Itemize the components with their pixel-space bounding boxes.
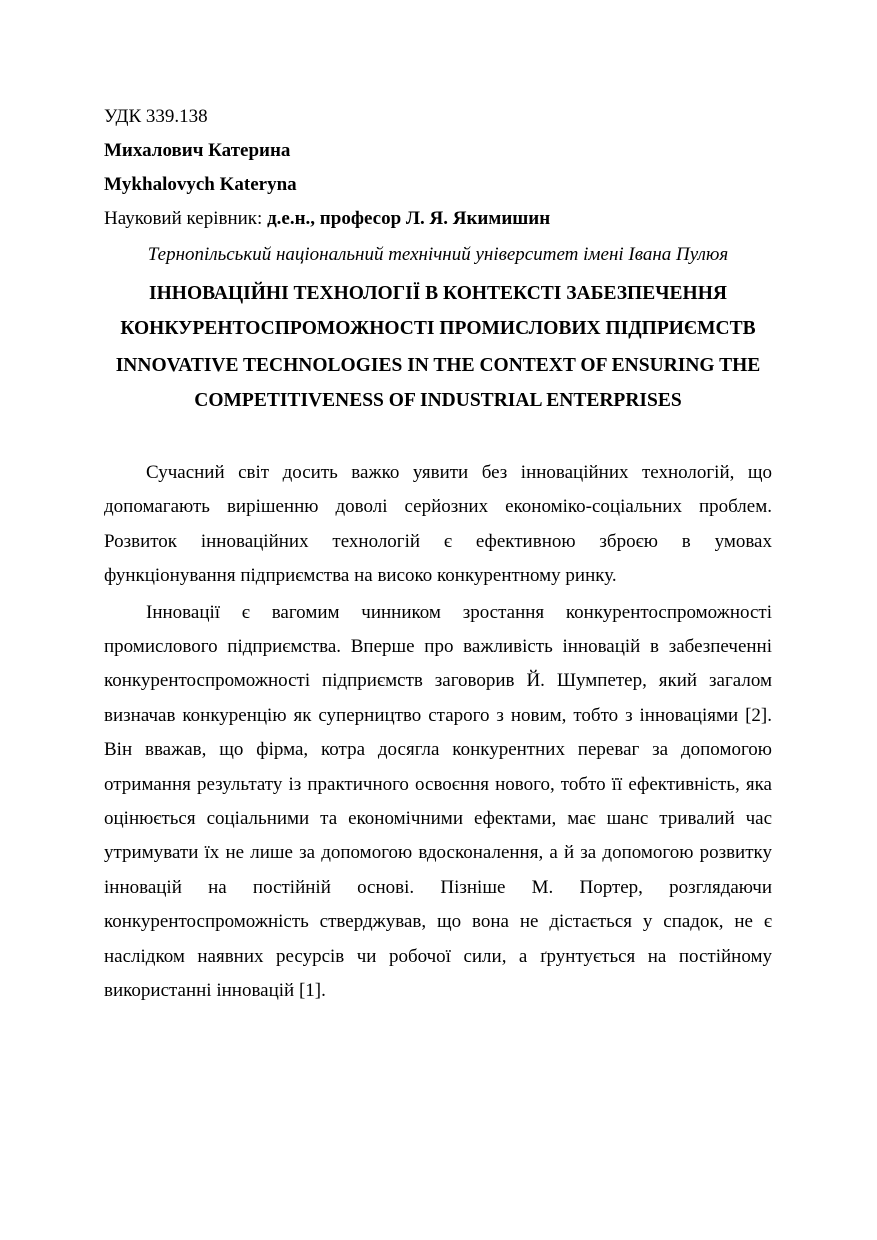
title-en: INNOVATIVE TECHNOLOGIES IN THE CONTEXT OF ENSURING THE COMPETITIVENESS OF INDUSTRIAL ENTERPRISES	[115, 355, 761, 411]
udc-code: УДК 339.138	[104, 106, 208, 127]
title-ua: ІННОВАЦІЙНІ ТЕХНОЛОГІЇ В КОНТЕКСТІ ЗАБЕЗПЕЧЕННЯ КОНКУРЕНТОСПРОМОЖНОСТІ ПРОМИСЛОВИХ ПІДПРИЄМСТВ	[120, 283, 756, 339]
body-text	[104, 456, 772, 1009]
paper-page	[104, 100, 772, 1011]
supervisor-line	[104, 202, 772, 236]
paragraph-2: Інновації є вагомим чинником зростання конкурентоспроможності промислового підприємства. Вперше про важливість інновацій в забезпеченні конкурентоспроможності підприємств заговорив Й. Шумпетер, який загалом визначав конкуренцію як суперництво старого з новим, тобто з інноваціями [2]. Він вважав, що фірма, котра досягла конкурентних переваг за допомогою отримання результату із практичного освоєння нового, тобто її ефективність, яка оцінюється соціальними та економічними ефектами, має шанс тривалий час утримувати їх не лише за допомогою вдосконалення, а й за допомогою розвитку інновацій на постійній основі. Пізніше М. Портер, розглядаючи конкурентоспроможність стверджував, що вона не дістається у спадок, не є наслідком наявних ресурсів чи робочої сили, а ґрунтується на постійному використанні інновацій [1].	[104, 601, 772, 1002]
author-name-en: Mykhalovych Kateryna	[104, 174, 297, 195]
supervisor-label: Науковий керівник:	[104, 208, 268, 229]
author-name-ua: Михалович Катерина	[104, 140, 291, 161]
supervisor-name: д.е.н., професор Л. Я. Якимишин	[267, 208, 551, 229]
paragraph-1: Сучасний світ досить важко уявити без інноваційних технологій, що допомагають вирішенню доволі серйозних економіко-соціальних проблем. Розвиток інноваційних технологій є ефективною зброєю в умовах функціонування підприємства на високо конкурентному ринку.	[104, 462, 772, 587]
affiliation: Тернопільський національний технічний університет імені Івана Пулюя	[147, 244, 729, 265]
